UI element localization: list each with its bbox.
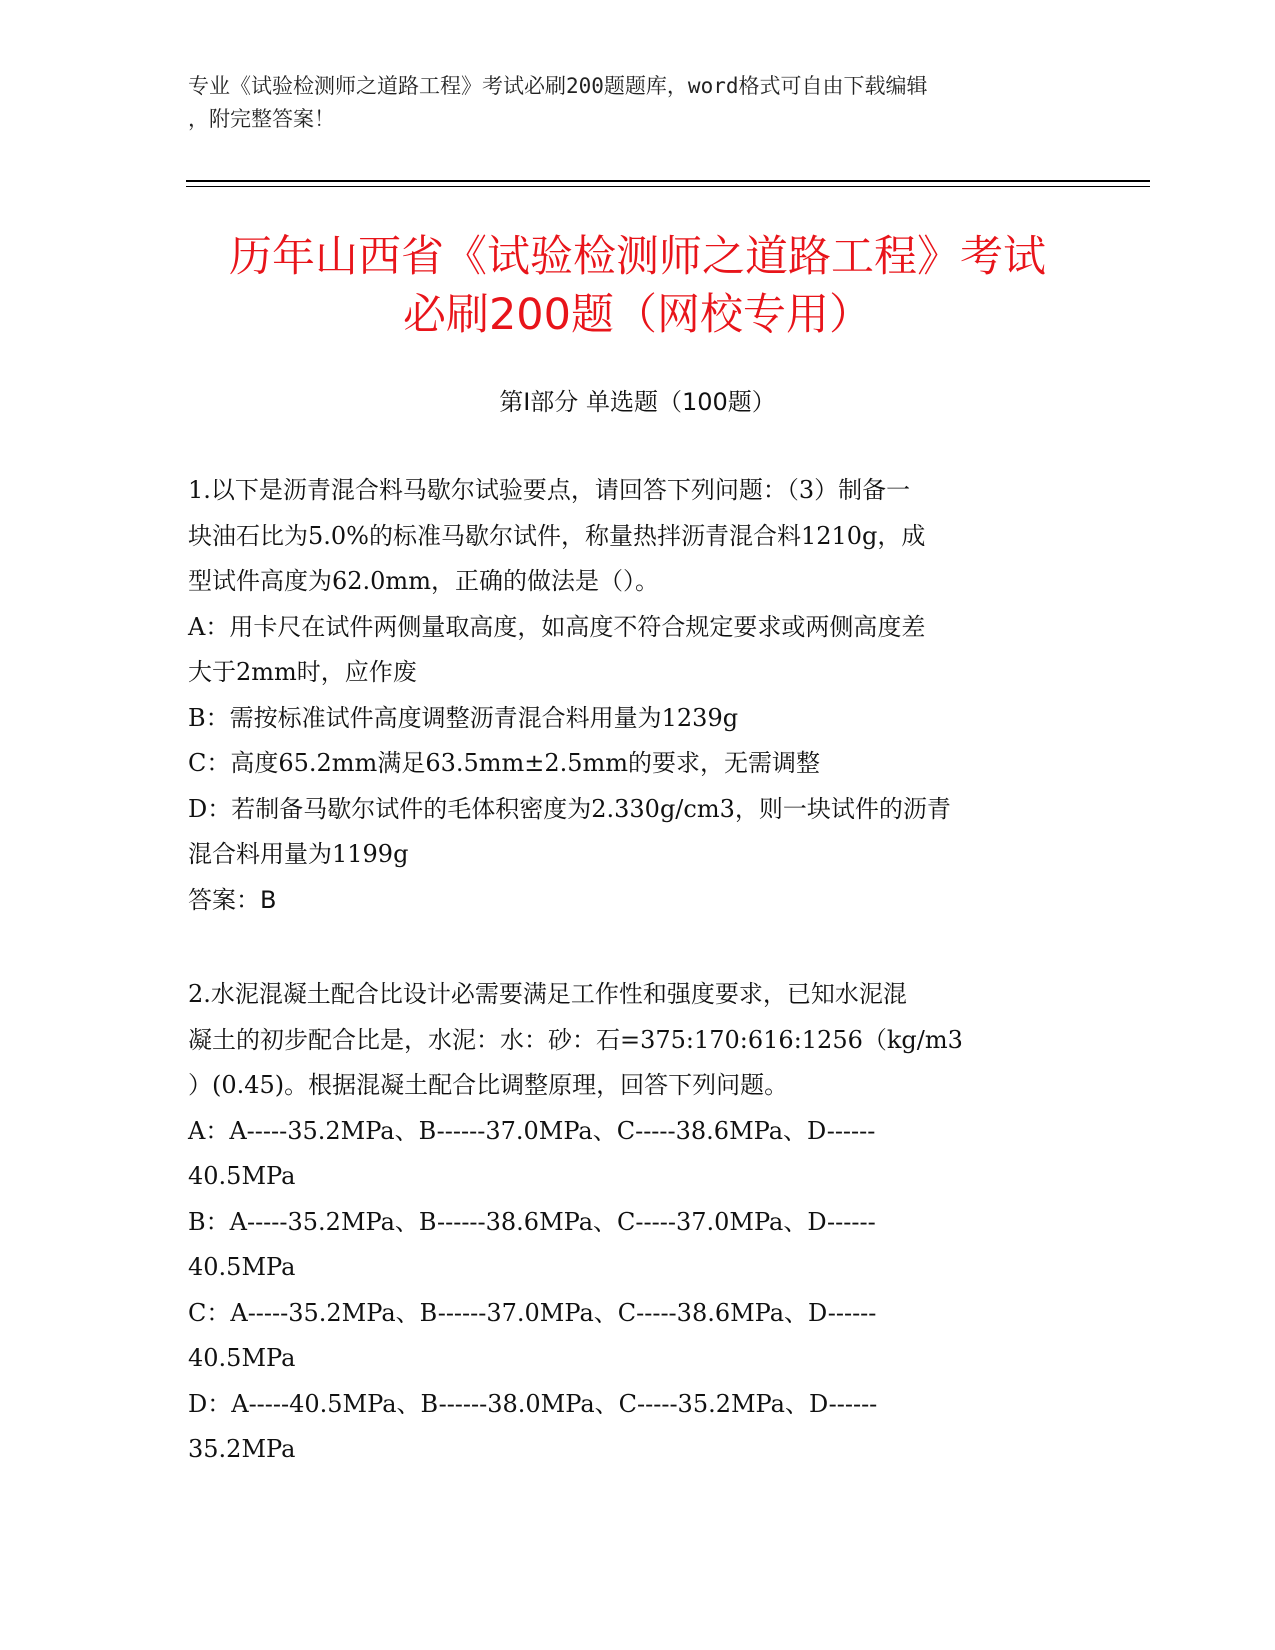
question-2-stem-line-1: 2.水泥混凝土配合比设计必需要满足工作性和强度要求，已知水泥混 <box>188 980 907 1008</box>
question-2-option-c-cont: 40.5MPa <box>188 1344 296 1372</box>
question-2-option-c: C：A-----35.2MPa、B------37.0MPa、C-----38.6MPa、D------ <box>188 1298 877 1327</box>
question-2-option-a: A：A-----35.2MPa、B------37.0MPa、C-----38.6MPa、D------ <box>188 1116 876 1145</box>
question-1-stem-line-3: 型试件高度为62.0mm，正确的做法是（）。 <box>188 567 659 595</box>
question-1-option-d-cont: 混合料用量为1199g <box>188 840 409 868</box>
question-1-answer: 答案：B <box>188 885 277 914</box>
question-2-option-b: B：A-----35.2MPa、B------38.6MPa、C-----37.0MPa、D------ <box>188 1207 876 1236</box>
question-1-option-b: B：需按标准试件高度调整沥青混合料用量为1239g <box>188 703 739 732</box>
question-2-option-d: D：A-----40.5MPa、B------38.0MPa、C-----35.2MPa、D------ <box>188 1389 878 1418</box>
header-divider-thick <box>186 180 1150 182</box>
section-heading: 第I部分 单选题（100题） <box>499 388 776 416</box>
document-title-line-1: 历年山西省《试验检测师之道路工程》考试 <box>229 232 1046 282</box>
header-note-line-1: 专业《试验检测师之道路工程》考试必刷200题题库，word格式可自由下载编辑 <box>188 74 928 98</box>
question-1-option-d: D：若制备马歇尔试件的毛体积密度为2.330g/cm3，则一块试件的沥青 <box>188 794 951 823</box>
document-title <box>150 228 1125 344</box>
question-2-stem-line-2: 凝土的初步配合比是，水泥：水：砂：石=375:170:616:1256（kg/m3 <box>188 1025 963 1054</box>
question-1-stem-line-2: 块油石比为5.0%的标准马歇尔试件，称量热拌沥青混合料1210g，成 <box>188 521 926 550</box>
question-2-stem-line-3: ）(0.45)。根据混凝土配合比调整原理，回答下列问题。 <box>188 1071 789 1099</box>
question-2-option-a-cont: 40.5MPa <box>188 1162 296 1190</box>
question-2-option-b-cont: 40.5MPa <box>188 1253 296 1281</box>
question-1-option-c: C：高度65.2mm满足63.5mm±2.5mm的要求，无需调整 <box>188 749 821 777</box>
header-note <box>188 70 1068 136</box>
header-divider-thin <box>186 186 1150 187</box>
question-1-option-a: A：用卡尺在试件两侧量取高度，如高度不符合规定要求或两侧高度差 <box>188 612 926 641</box>
question-1-option-a-cont: 大于2mm时，应作废 <box>188 658 417 686</box>
question-1-stem-line-1: 1.以下是沥青混合料马歇尔试验要点，请回答下列问题：（3）制备一 <box>188 476 911 504</box>
question-2 <box>188 972 1088 1473</box>
document-title-line-2: 必刷200题（网校专用） <box>402 290 873 340</box>
question-1 <box>188 468 1088 923</box>
question-2-option-d-cont: 35.2MPa <box>188 1435 296 1463</box>
header-note-line-2: ，附完整答案！ <box>188 107 335 131</box>
